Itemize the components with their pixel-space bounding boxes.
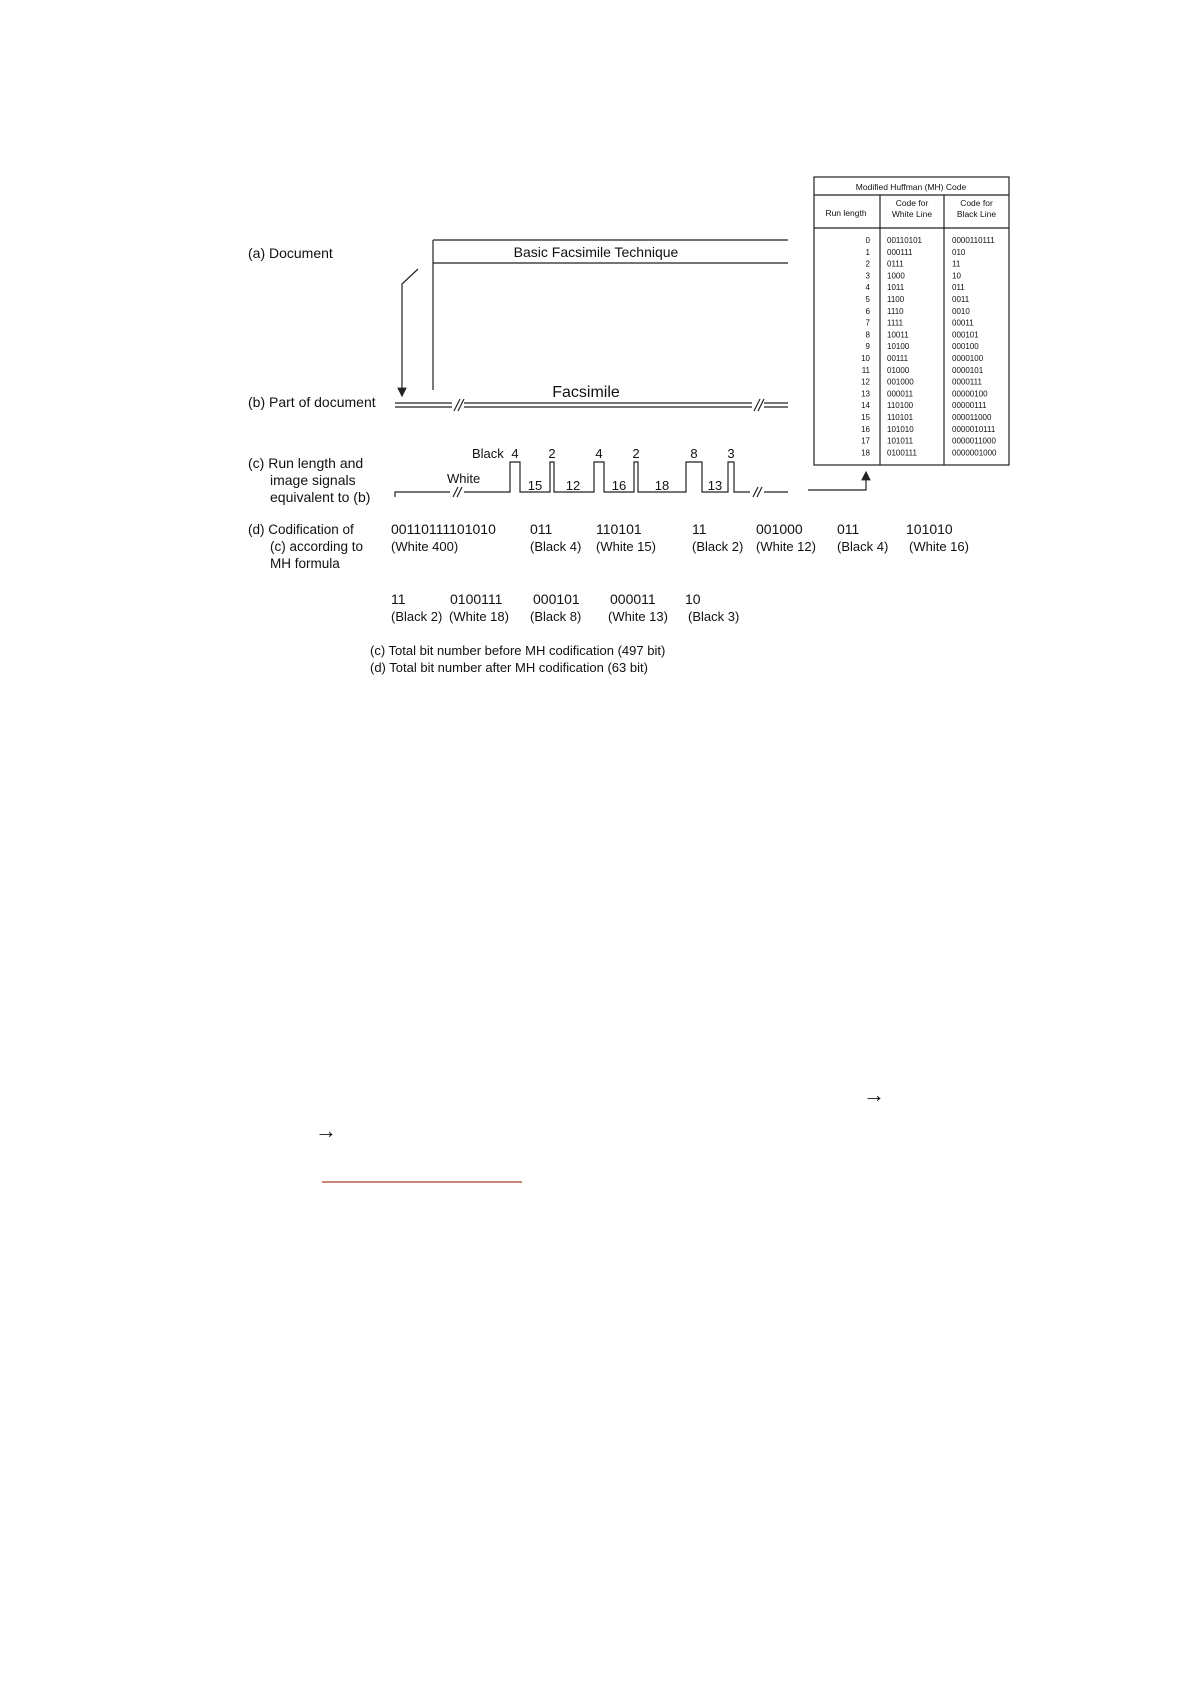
mh-black-code-cell: 0010 [952,306,970,316]
mh-run-length-cell: 18 [861,448,870,458]
mh-black-code-cell: 000101 [952,330,979,340]
mh-white-code-cell: 1100 [887,295,905,304]
code-desc: (White 18) [449,609,509,624]
label-document: (a) Document [248,245,333,261]
code-desc: (Black 8) [530,609,582,624]
mh-black-code-cell: 00000100 [952,389,988,399]
code-value: 000011 [610,591,656,607]
code-value: 11 [692,521,707,537]
white-run-label: 16 [611,478,627,493]
mh-white-code-cell: 000011 [887,389,914,399]
mh-black-code-cell: 0000111 [952,377,982,387]
mh-run-length-cell: 6 [865,306,870,316]
total-after: (d) Total bit number after MH codification (63 bit) [370,660,648,675]
black-run-labels [511,446,734,461]
code-desc: (Black 4) [837,539,889,554]
label-codification-line1: (d) Codification of [248,522,354,537]
mh-run-length-cell: 16 [861,424,870,434]
white-run-labels [528,478,722,493]
label-codification-line3: MH formula [270,556,340,571]
mh-run-length-cell: 4 [865,283,870,293]
black-run-label: 4 [595,446,603,461]
mh-black-code-cell: 00000111 [952,401,987,411]
black-run-label: 8 [690,446,698,461]
mh-white-code-cell: 000111 [887,247,913,257]
mh-run-length-cell: 0 [865,236,870,245]
mh-run-length-cell: 14 [861,401,870,411]
code-value: 011 [837,521,860,537]
code-desc: (White 12) [756,539,816,554]
mh-white-code-cell: 00110101 [887,236,922,245]
signal-to-table-arrow [808,472,866,490]
black-run-label: 3 [727,446,735,461]
label-run-length-line3: equivalent to (b) [270,489,371,505]
total-before: (c) Total bit number before MH codification (497 bit) [370,643,666,658]
mh-black-code-cell: 000100 [952,342,979,352]
mh-black-code-cell: 0000010111 [952,424,996,434]
mh-black-code-cell: 00011 [952,318,974,328]
mh-white-code-cell: 0100111 [887,448,917,458]
document-to-part-arrow [402,269,418,396]
mh-header-white-wrap [881,198,943,226]
code-desc: (White 16) [909,539,969,554]
signal-black-label: Black [472,446,504,461]
code-desc: (Black 3) [688,609,740,624]
mh-run-length-cell: 5 [865,295,870,304]
mh-white-code-cell: 001000 [887,377,914,387]
right-arrow-icon: → [315,1118,337,1143]
mh-white-code-cell: 10100 [887,342,910,352]
label-run-length-line1: (c) Run length and [248,455,364,471]
mh-code-table [814,177,1009,465]
code-desc: (Black 2) [391,609,443,624]
code-desc: (White 400) [391,539,459,554]
mh-black-code-cell: 0000011000 [952,436,996,446]
mh-run-length-cell: 2 [865,259,870,269]
code-value: 11 [391,591,406,607]
mh-white-code-cell: 101010 [887,424,914,434]
code-desc: (White 13) [608,609,668,624]
mh-run-length-cell: 8 [865,330,870,340]
mh-header-run-length: Run length [825,208,867,218]
mh-run-length-cell: 3 [865,271,870,281]
mh-white-code-cell: 00111 [887,354,909,363]
mh-white-code-cell: 101011 [887,436,914,446]
mh-run-length-cell: 9 [865,342,870,352]
label-codification [248,522,367,571]
code-value: 001000 [756,521,803,537]
mh-black-code-cell: 0000110111 [952,236,995,245]
black-run-label: 2 [632,446,640,461]
mh-white-code-cell: 1000 [887,271,905,281]
mh-run-length-cell: 12 [861,377,870,387]
label-run-length-line2: image signals [270,472,356,488]
label-run-length [248,455,370,505]
mh-run-length-cell: 15 [861,413,870,422]
mh-white-code-cell: 110101 [887,413,914,422]
code-desc: (White 15) [596,539,656,554]
facsimile-word: Facsimile [552,384,620,401]
white-run-label: 15 [527,478,543,493]
mh-white-code-cell: 110100 [887,401,914,411]
mh-black-code-cell: 10 [952,271,961,281]
document-title: Basic Facsimile Technique [513,244,679,260]
mh-black-code-cell: 0000101 [952,365,984,375]
mh-black-code-cell: 010 [952,247,966,257]
mh-header-black-wrap [945,198,1008,226]
mh-header-black: Code for Black Line [956,198,997,219]
code-desc: (Black 4) [530,539,582,554]
mh-white-code-cell: 1011 [887,283,905,293]
white-run-label: 12 [565,478,581,493]
mh-table-rows [861,236,997,457]
mh-table-title: Modified Huffman (MH) Code [855,182,967,192]
mh-white-code-cell: 1110 [887,306,904,316]
codes-row-1 [391,521,969,554]
mh-run-length-cell: 17 [861,436,870,446]
mh-black-code-cell: 0011 [952,295,970,304]
code-value: 00110111101010 [391,521,496,537]
mh-white-code-cell: 10011 [887,330,909,340]
code-value: 011 [530,521,553,537]
white-run-label: 13 [707,478,723,493]
label-part-of-document: (b) Part of document [248,394,376,410]
white-run-label: 18 [654,478,670,493]
mh-run-length-cell: 13 [861,389,870,399]
mh-white-code-cell: 1111 [887,318,904,328]
mh-black-code-cell: 0000100 [952,354,984,363]
mh-black-code-cell: 11 [952,259,961,269]
signal-white-label: White [447,471,481,486]
mh-black-code-cell: 011 [952,283,965,293]
right-arrow-icon: → [863,1082,885,1107]
code-desc: (Black 2) [692,539,744,554]
code-value: 000101 [533,591,580,607]
mh-run-length-cell: 7 [865,318,870,328]
mh-run-length-cell: 10 [861,354,870,363]
black-run-label: 2 [548,446,556,461]
mh-run-length-cell: 1 [865,247,870,257]
mh-header-white: Code for White Line [891,198,933,219]
code-value: 110101 [596,521,642,537]
code-value: 0100111 [450,591,503,607]
mh-run-length-cell: 11 [861,365,870,375]
code-value: 10 [685,591,701,607]
label-codification-line2: (c) according to [270,539,364,554]
codes-row-2 [391,591,739,624]
mh-white-code-cell: 01000 [887,365,910,375]
mh-black-code-cell: 0000001000 [952,448,997,458]
code-value: 101010 [906,521,953,537]
black-run-label: 4 [511,446,519,461]
mh-black-code-cell: 000011000 [952,413,992,422]
mh-white-code-cell: 0111 [887,259,904,269]
